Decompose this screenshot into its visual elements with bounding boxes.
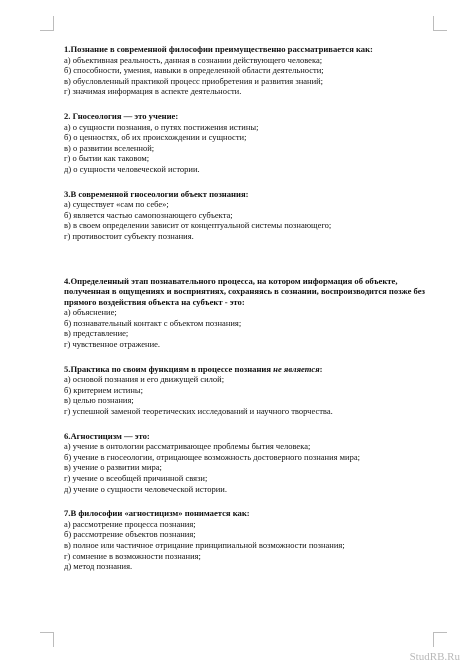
- question-title: [64, 364, 444, 375]
- questions-list: [64, 44, 444, 586]
- answer-option: г) успешной заменой теоретических исследований и научного творчества.: [64, 406, 333, 417]
- crop-mark-bottom-left-h: [40, 632, 54, 633]
- answer-option: а) объективная реальность, данная в сознании действующего человека;: [64, 54, 323, 65]
- answer-option: д) о сущности человеческой истории.: [64, 163, 200, 174]
- crop-mark-top-right-h: [433, 30, 447, 31]
- answer-option: в) представление;: [64, 328, 129, 339]
- crop-mark-bottom-right-v: [433, 632, 434, 647]
- crop-mark-top-left-v: [53, 16, 54, 31]
- answer-option: б) учение в гносеологии, отрицающее возможность достоверного познания мира;: [64, 451, 360, 462]
- answer-option: г) противостоит субъекту познания.: [64, 230, 194, 241]
- question-title: 1.Познание в современной философии преимущественно рассматривается как:: [64, 44, 373, 54]
- answer-option: а) о сущности познания, о путях постижения истины;: [64, 121, 259, 132]
- question-2: [64, 111, 444, 175]
- answer-option: в) о развитии вселенной;: [64, 142, 155, 153]
- answer-option: в) обусловленный практикой процесс приобретения и развития знаний;: [64, 75, 324, 86]
- question-3: [64, 189, 444, 242]
- answer-option: г) учение о всеобщей причинной связи;: [64, 473, 208, 483]
- question-4: [64, 276, 444, 350]
- question-7: [64, 508, 444, 572]
- question-title-end: :: [319, 363, 323, 374]
- answer-option: б) рассмотрение объектов познания;: [64, 529, 196, 540]
- answer-option: в) учение о развитии мира;: [64, 462, 162, 473]
- answer-option: а) существует «сам по себе»;: [64, 199, 169, 210]
- answer-option: а) учение в онтологии рассматривающее проблемы бытия человека;: [64, 441, 311, 452]
- answer-option: в) целью познания;: [64, 395, 134, 406]
- answer-option: в) в своем определении зависит от концептуальной системы познающего;: [64, 220, 332, 231]
- answer-option: г) сомнение в возможности познания;: [64, 550, 201, 561]
- question-title: 7.В философии «агностицизм» понимается как:: [64, 508, 250, 519]
- answer-option: д) метод познания.: [64, 561, 133, 572]
- answer-option: б) способности, умения, навыки в определенной области деятельности;: [64, 65, 324, 76]
- answer-option: г) о бытии как таковом;: [64, 153, 150, 164]
- crop-mark-top-left-h: [40, 30, 54, 31]
- answer-option: г) значимая информация в аспекте деятельности.: [64, 86, 242, 97]
- answer-option: б) о ценностях, об их происхождении и сущности;: [64, 132, 247, 143]
- answer-option: б) познавательный контакт с объектом познания;: [64, 317, 242, 328]
- question-title-emphasis: не является: [273, 363, 320, 374]
- crop-mark-top-right-v: [433, 16, 434, 31]
- site-watermark: StudRB.Ru: [409, 651, 460, 663]
- answer-option: д) учение о сущности человеческой истории.: [64, 483, 227, 494]
- answer-option: г) чувственное отражение.: [64, 339, 161, 350]
- question-1: [64, 44, 444, 97]
- question-5: [64, 364, 444, 417]
- answer-option: б) критерием истины;: [64, 384, 143, 395]
- answer-option: а) объяснение;: [64, 307, 117, 318]
- crop-mark-bottom-left-v: [53, 632, 54, 647]
- question-title: 3.В современной гносеологии объект познания:: [64, 188, 249, 199]
- answer-option: а) рассмотрение процесса познания;: [64, 518, 196, 529]
- blank-line: [64, 256, 444, 276]
- crop-mark-bottom-right-h: [433, 632, 447, 633]
- answer-option: а) основой познания и его движущей силой;: [64, 374, 225, 385]
- answer-option: б) является частью самопознающего субъекта;: [64, 209, 233, 220]
- question-title: 4.Определенный этап познавательного процесса, на котором информация об объекте, полученная в ощущениях и восприятиях, сохраняясь в сознании, воспроизводится позже без прямого воздействия объекта на субъект - это:: [64, 275, 426, 307]
- question-title-text: 5.Практика по своим функциям в процессе познания: [64, 363, 274, 374]
- question-6: [64, 431, 444, 495]
- question-title: 2. Гносеология — это учение:: [64, 110, 179, 121]
- answer-option: в) полное или частичное отрицание принципиальной возможности познания;: [64, 539, 345, 550]
- question-title: 6.Агностицизм — это:: [64, 430, 150, 441]
